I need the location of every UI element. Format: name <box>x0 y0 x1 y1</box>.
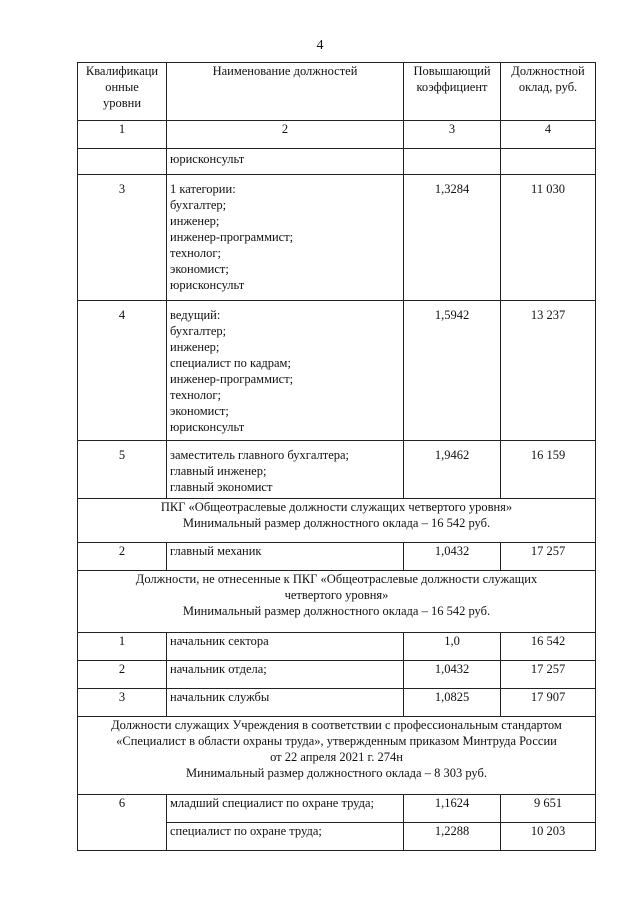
coefficient-cell: 1,0432 <box>404 543 501 571</box>
level-cell: 1 <box>78 633 167 661</box>
column-number: 2 <box>167 121 404 149</box>
position-name-cell: специалист по охране труда; <box>167 823 404 851</box>
table-row <box>78 795 596 823</box>
section-heading-row <box>78 571 596 633</box>
header-position-names: Наименование должностей <box>167 63 404 121</box>
position-names-cell: юрисконсульт <box>167 149 404 175</box>
position-name-cell: начальник сектора <box>167 633 404 661</box>
salary-cell: 16 159 <box>501 441 596 499</box>
level-cell: 5 <box>78 441 167 499</box>
column-number: 3 <box>404 121 501 149</box>
section-heading-pkg-level4: ПКГ «Общеотраслевые должности служащих четвертого уровня» Минимальный размер должностного оклада – 16 542 руб. <box>78 499 596 543</box>
table-row <box>78 661 596 689</box>
table-row <box>78 689 596 717</box>
column-number: 1 <box>78 121 167 149</box>
coefficient-cell: 1,1624 <box>404 795 501 823</box>
salary-cell: 16 542 <box>501 633 596 661</box>
salary-cell: 11 030 <box>501 175 596 301</box>
salary-cell: 17 257 <box>501 661 596 689</box>
section-heading-labor-safety: Должности служащих Учреждения в соответствии с профессиональным стандартом «Специалист в области охраны труда», утвержденным приказом Минтруда России от 22 апреля 2021 г. 274н Минимальный размер должностного оклада – 8 303 руб. <box>78 717 596 795</box>
coefficient-cell: 1,0 <box>404 633 501 661</box>
position-names-cell: заместитель главного бухгалтера; главный инженер; главный экономист <box>167 441 404 499</box>
position-names-cell: 1 категории: бухгалтер; инженер; инженер-программист; технолог; экономист; юрисконсульт <box>167 175 404 301</box>
salary-table <box>77 62 596 851</box>
column-number: 4 <box>501 121 596 149</box>
level-cell: 2 <box>78 661 167 689</box>
level-cell: 4 <box>78 301 167 441</box>
salary-cell <box>501 149 596 175</box>
table-row <box>78 543 596 571</box>
salary-cell: 10 203 <box>501 823 596 851</box>
level-cell: 3 <box>78 689 167 717</box>
coefficient-cell: 1,0825 <box>404 689 501 717</box>
column-numbers-row <box>78 121 596 149</box>
header-qualification-levels: Квалификаци онные уровни <box>78 63 167 121</box>
header-salary: Должностной оклад, руб. <box>501 63 596 121</box>
level-cell: 3 <box>78 175 167 301</box>
coefficient-cell <box>404 149 501 175</box>
table-header-row <box>78 63 596 121</box>
salary-cell: 9 651 <box>501 795 596 823</box>
page-number: 4 <box>316 38 324 53</box>
table-row <box>78 441 596 499</box>
table-row <box>78 175 596 301</box>
position-name-cell: главный механик <box>167 543 404 571</box>
section-heading-row <box>78 499 596 543</box>
position-names-cell: ведущий: бухгалтер; инженер; специалист по кадрам; инженер-программист; технолог; экономист; юрисконсульт <box>167 301 404 441</box>
position-name-cell: начальник отдела; <box>167 661 404 689</box>
salary-cell: 17 907 <box>501 689 596 717</box>
header-coefficient: Повышающий коэффициент <box>404 63 501 121</box>
position-name-cell: начальник службы <box>167 689 404 717</box>
level-cell: 6 <box>78 795 167 851</box>
level-cell <box>78 149 167 175</box>
position-name-cell: младший специалист по охране труда; <box>167 795 404 823</box>
section-heading-not-in-pkg: Должности, не отнесенные к ПКГ «Общеотраслевые должности служащих четвертого уровня» Минимальный размер должностного оклада – 16 542 руб. <box>78 571 596 633</box>
coefficient-cell: 1,5942 <box>404 301 501 441</box>
table-row <box>78 301 596 441</box>
section-heading-row <box>78 717 596 795</box>
salary-cell: 17 257 <box>501 543 596 571</box>
coefficient-cell: 1,0432 <box>404 661 501 689</box>
coefficient-cell: 1,3284 <box>404 175 501 301</box>
table-row <box>78 149 596 175</box>
table-row <box>78 633 596 661</box>
level-cell: 2 <box>78 543 167 571</box>
coefficient-cell: 1,2288 <box>404 823 501 851</box>
salary-cell: 13 237 <box>501 301 596 441</box>
coefficient-cell: 1,9462 <box>404 441 501 499</box>
